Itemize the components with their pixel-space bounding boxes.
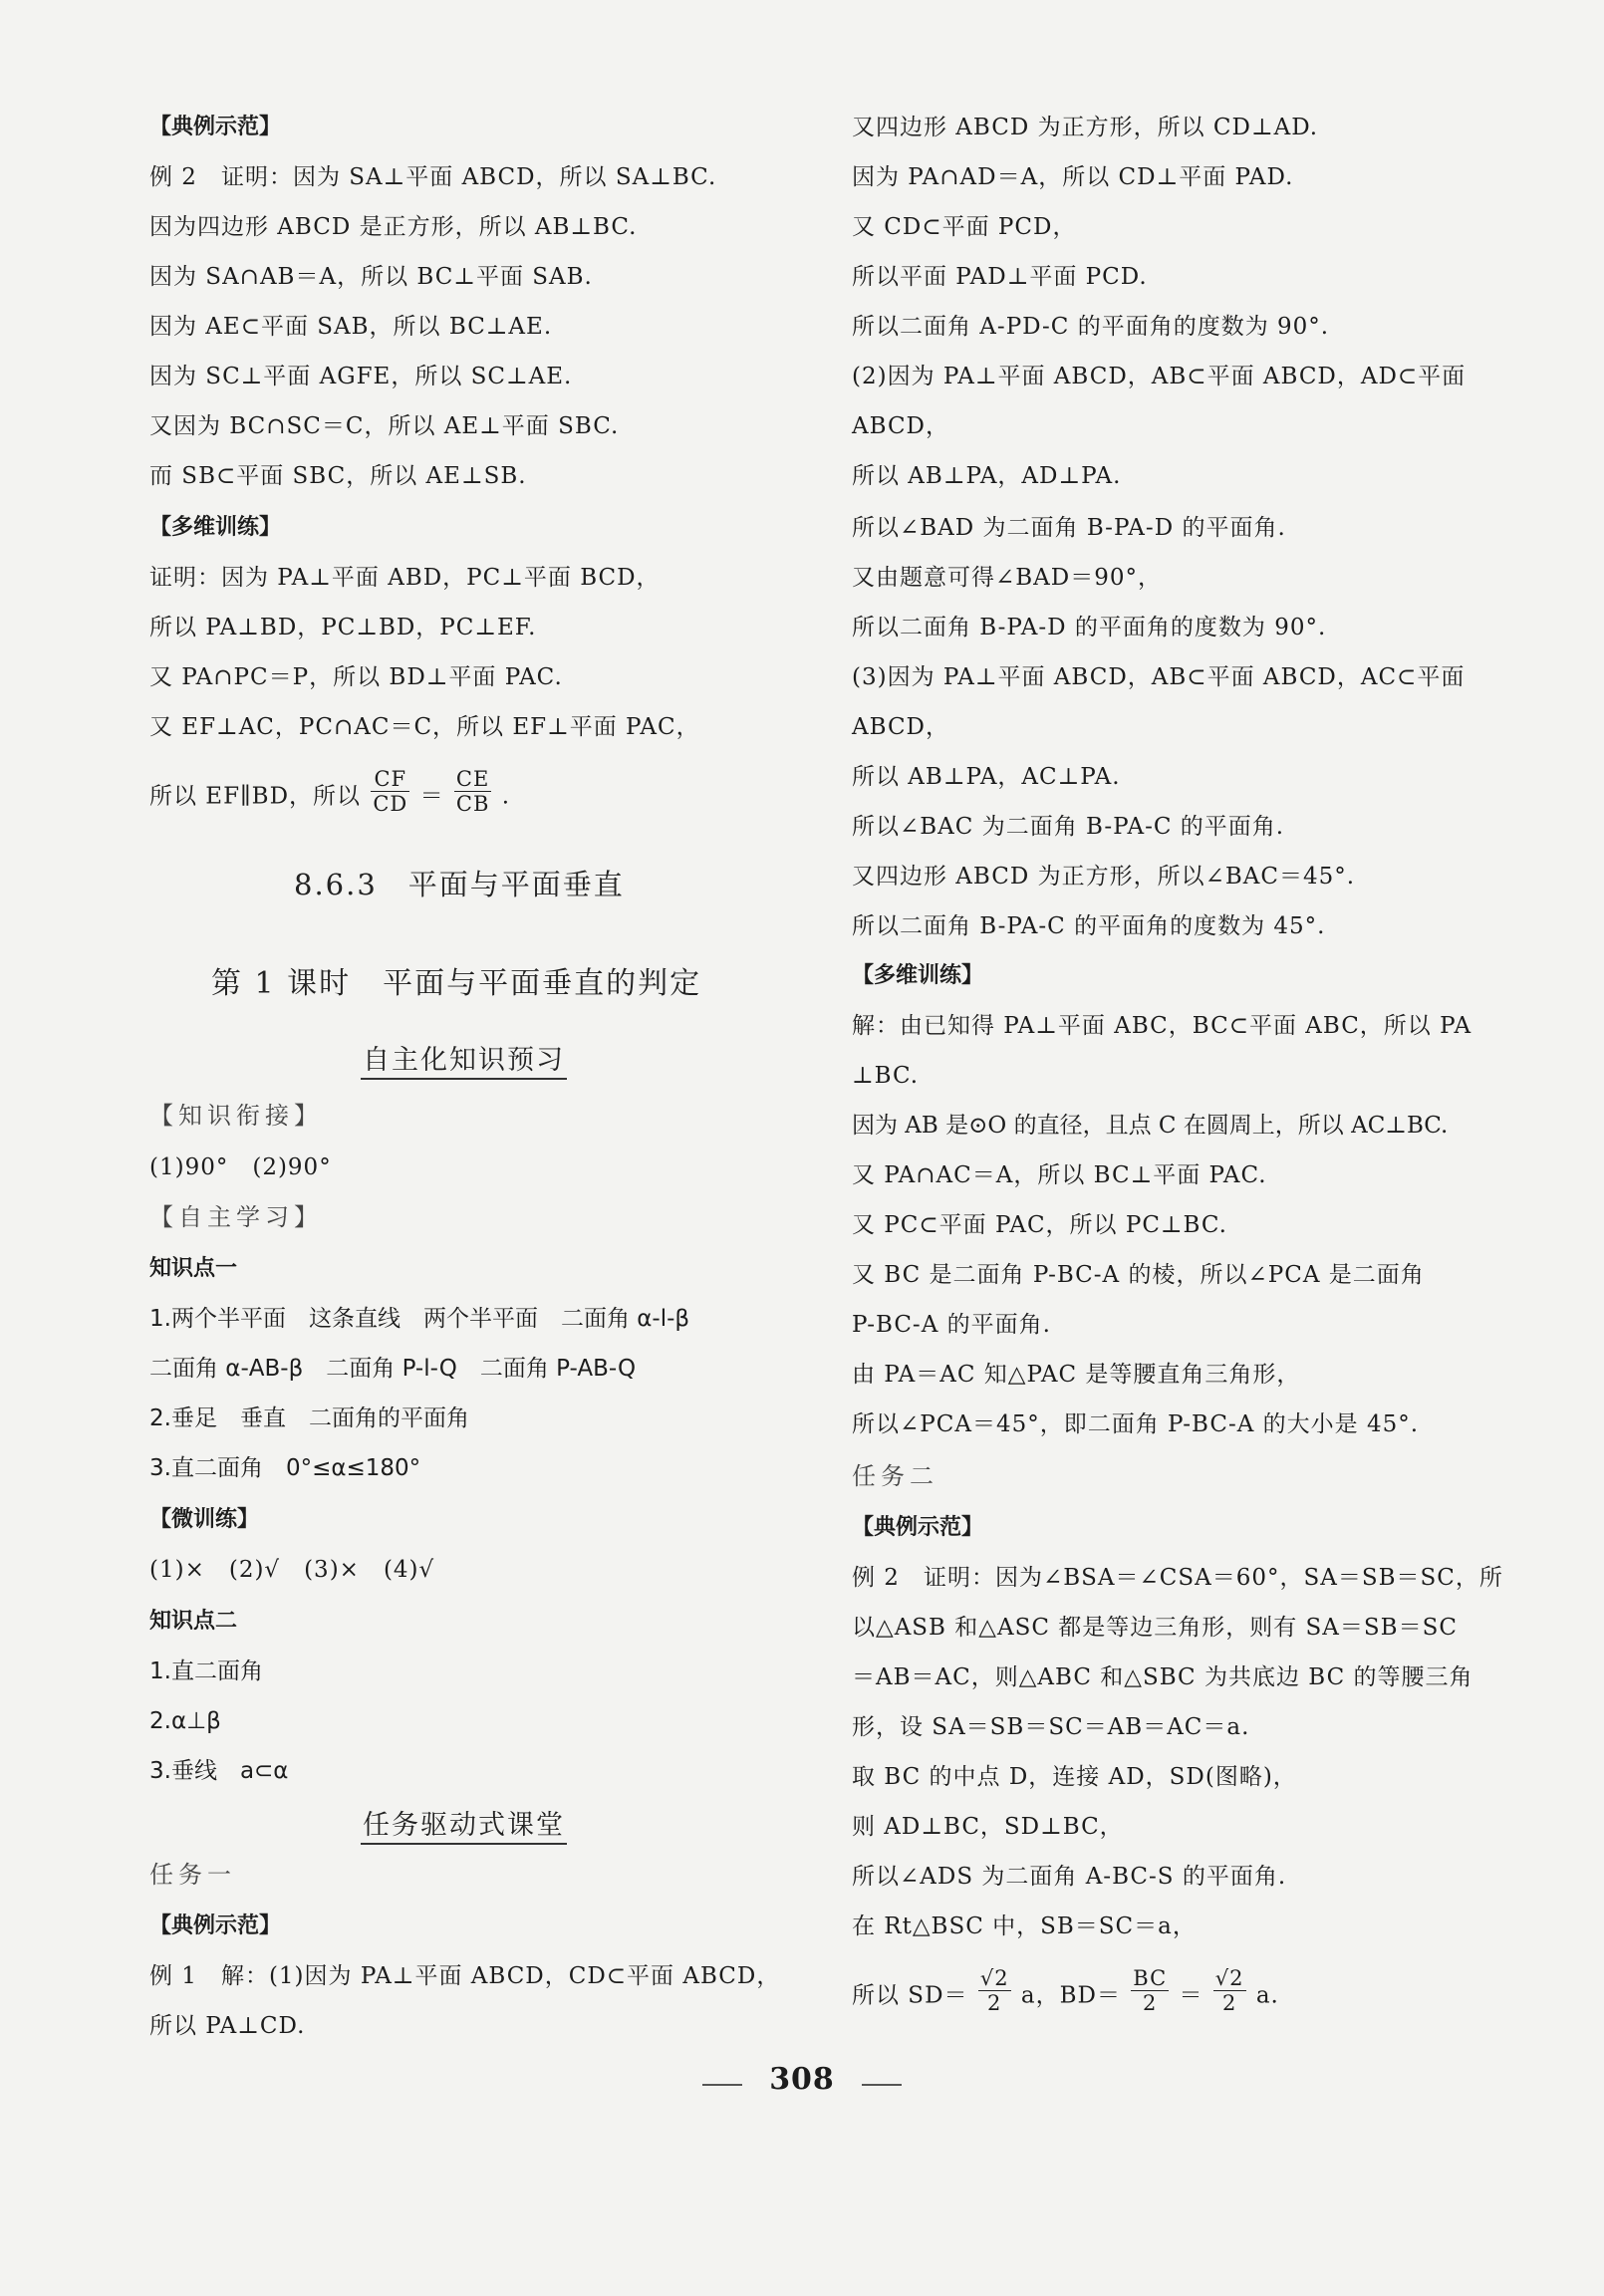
fraction-denominator: 2 bbox=[1221, 1991, 1237, 2015]
formula-line bbox=[149, 767, 510, 822]
text-line: 3.垂线 a⊂α bbox=[149, 1758, 289, 1784]
heading-training: 【多维训练】 bbox=[149, 515, 282, 540]
text-line: 所以二面角 A-PD-C 的平面角的度数为 90°. bbox=[852, 314, 1330, 340]
text-line: 又 PA∩AC＝A，所以 BC⊥平面 PAC. bbox=[852, 1162, 1267, 1188]
text-line: 由 PA＝AC 知△PAC 是等腰直角三角形， bbox=[852, 1362, 1301, 1388]
heading-example: 【典例示范】 bbox=[149, 115, 282, 139]
text-line: 3.直二面角 0°≤α≤180° bbox=[149, 1455, 421, 1481]
text-line: 又四边形 ABCD 为正方形，所以∠BAC＝45°. bbox=[852, 864, 1356, 890]
text-line: 所以平面 PAD⊥平面 PCD. bbox=[852, 264, 1148, 290]
knowledge-point-two: 知识点二 bbox=[149, 1609, 238, 1634]
fraction-numerator: √2 bbox=[1214, 1966, 1244, 1990]
text-line: 所以∠ADS 为二面角 A-BC-S 的平面角. bbox=[852, 1864, 1287, 1890]
text-line: 又由题意可得∠BAD＝90°， bbox=[852, 565, 1162, 591]
text-line: 所以二面角 B-PA-C 的平面角的度数为 45°. bbox=[852, 913, 1326, 939]
text-line: 例 1 解：(1)因为 PA⊥平面 ABCD，CD⊂平面 ABCD， bbox=[149, 1963, 781, 1989]
text-line: 又 CD⊂平面 PCD， bbox=[852, 214, 1077, 240]
section-title: 8.6.3 平面与平面垂直 bbox=[294, 868, 625, 901]
footer-rule-right bbox=[862, 2084, 902, 2086]
fraction-numerator: CF bbox=[371, 767, 409, 792]
text-line: 以△ASB 和△ASC 都是等边三角形，则有 SA＝SB＝SC bbox=[852, 1615, 1458, 1641]
heading-example: 【典例示范】 bbox=[852, 1515, 984, 1540]
text-line: 又因为 BC∩SC＝C，所以 AE⊥平面 SBC. bbox=[149, 413, 620, 439]
text-line: 所以 PA⊥CD. bbox=[149, 2013, 306, 2039]
text-line: 而 SB⊂平面 SBC，所以 AE⊥SB. bbox=[149, 463, 527, 489]
formula-suffix: a. bbox=[1255, 1982, 1279, 2009]
text-line: 所以∠BAD 为二面角 B-PA-D 的平面角. bbox=[852, 515, 1286, 541]
text-line: P-BC-A 的平面角. bbox=[852, 1312, 1051, 1338]
text-line: 所以 AB⊥PA，AC⊥PA. bbox=[852, 764, 1121, 790]
page-number: 308 bbox=[769, 2062, 835, 2097]
text-line: 因为 AB 是⊙O 的直径，且点 C 在圆周上，所以 AC⊥BC. bbox=[852, 1113, 1449, 1139]
fraction-denominator: CD bbox=[373, 792, 408, 816]
knowledge-point-one: 知识点一 bbox=[149, 1256, 238, 1281]
text-line: 1.直二面角 bbox=[149, 1658, 263, 1684]
text-line: 因为 AE⊂平面 SAB，所以 BC⊥AE. bbox=[149, 314, 553, 340]
text-line: 形，设 SA＝SB＝SC＝AB＝AC＝a. bbox=[852, 1714, 1250, 1740]
text-line: 则 AD⊥BC，SD⊥BC， bbox=[852, 1814, 1124, 1840]
heading-example: 【典例示范】 bbox=[149, 1913, 282, 1938]
fraction-numerator: BC bbox=[1133, 1966, 1168, 1990]
text-line: 2.α⊥β bbox=[149, 1708, 221, 1734]
formula-line bbox=[852, 1966, 1279, 2021]
text-line: (3)因为 PA⊥平面 ABCD，AB⊂平面 ABCD，AC⊂平面 bbox=[852, 664, 1466, 690]
text-line: 因为四边形 ABCD 是正方形，所以 AB⊥BC. bbox=[149, 214, 638, 240]
text-line: 因为 PA∩AD＝A，所以 CD⊥平面 PAD. bbox=[852, 164, 1294, 190]
text-line: 二面角 α-AB-β 二面角 P-l-Q 二面角 P-AB-Q bbox=[149, 1356, 637, 1382]
fraction bbox=[978, 1966, 1011, 2015]
formula-prefix: 所以 SD＝ bbox=[852, 1982, 968, 2009]
text-line: 所以二面角 B-PA-D 的平面角的度数为 90°. bbox=[852, 615, 1327, 640]
part-title-classroom bbox=[361, 1803, 567, 1842]
text-line: 因为 SC⊥平面 AGFE，所以 SC⊥AE. bbox=[149, 364, 573, 389]
fraction bbox=[454, 767, 492, 816]
text-line: 所以 AB⊥PA，AD⊥PA. bbox=[852, 463, 1122, 489]
text-line: 例 2 证明：因为∠BSA＝∠CSA＝60°，SA＝SB＝SC，所 bbox=[852, 1565, 1503, 1591]
text-line: ABCD， bbox=[852, 413, 949, 439]
text-line: ⊥BC. bbox=[852, 1063, 920, 1089]
fraction bbox=[1131, 1966, 1169, 2015]
fraction-numerator: CE bbox=[454, 767, 492, 792]
text-line: 2.垂足 垂直 二面角的平面角 bbox=[149, 1405, 469, 1431]
text-line: 解：由已知得 PA⊥平面 ABC，BC⊂平面 ABC，所以 PA bbox=[852, 1013, 1472, 1039]
part-title-text: 任务驱动式课堂 bbox=[361, 1810, 567, 1845]
task-two-label: 任务二 bbox=[852, 1462, 938, 1490]
text-line: 又 PA∩PC＝P，所以 BD⊥平面 PAC. bbox=[149, 664, 563, 690]
text-line: 又 PC⊂平面 PAC，所以 PC⊥BC. bbox=[852, 1212, 1227, 1238]
formula-prefix: 所以 EF∥BD，所以 bbox=[149, 783, 362, 810]
page-footer bbox=[0, 2062, 1604, 2097]
text-line: 例 2 证明：因为 SA⊥平面 ABCD，所以 SA⊥BC. bbox=[149, 164, 717, 190]
text-line: 所以∠PCA＝45°，即二面角 P-BC-A 的大小是 45°. bbox=[852, 1411, 1420, 1437]
heading-training: 【多维训练】 bbox=[852, 963, 984, 988]
fraction-numerator: √2 bbox=[979, 1966, 1009, 1990]
text-line: (1)90° (2)90° bbox=[149, 1154, 332, 1180]
formula-middle: a，BD＝ bbox=[1020, 1982, 1121, 2009]
fraction-denominator: 2 bbox=[1143, 1991, 1158, 2015]
text-line: 所以 PA⊥BD，PC⊥BD，PC⊥EF. bbox=[149, 615, 537, 640]
heading-micro-training: 【微训练】 bbox=[149, 1507, 260, 1532]
task-one-label: 任务一 bbox=[149, 1861, 236, 1889]
equals-sign: ＝ bbox=[1179, 1982, 1203, 2009]
text-line: 证明：因为 PA⊥平面 ABD，PC⊥平面 BCD， bbox=[149, 565, 661, 591]
fraction-denominator: 2 bbox=[987, 1991, 1002, 2015]
heading-connection: 【知识衔接】 bbox=[149, 1102, 323, 1130]
text-line: 取 BC 的中点 D，连接 AD，SD(图略)， bbox=[852, 1764, 1297, 1790]
text-line: 又 EF⊥AC，PC∩AC＝C，所以 EF⊥平面 PAC， bbox=[149, 714, 700, 740]
text-line: 在 Rt△BSC 中，SB＝SC＝a， bbox=[852, 1913, 1197, 1939]
text-line: ＝AB＝AC，则△ABC 和△SBC 为共底边 BC 的等腰三角 bbox=[852, 1664, 1473, 1690]
text-line: (1)× (2)√ (3)× (4)√ bbox=[149, 1557, 435, 1583]
text-line: ABCD， bbox=[852, 714, 949, 740]
fraction bbox=[371, 767, 409, 816]
part-title-text: 自主化知识预习 bbox=[361, 1045, 567, 1080]
part-title-preview bbox=[361, 1038, 567, 1077]
text-line: 所以∠BAC 为二面角 B-PA-C 的平面角. bbox=[852, 814, 1285, 840]
lesson-title: 第 1 课时 平面与平面垂直的判定 bbox=[211, 966, 702, 1001]
text-line: 又四边形 ABCD 为正方形，所以 CD⊥AD. bbox=[852, 115, 1319, 140]
text-line: 因为 SA∩AB＝A，所以 BC⊥平面 SAB. bbox=[149, 264, 593, 290]
equals-sign: ＝ bbox=[419, 783, 444, 810]
fraction-denominator: CB bbox=[455, 792, 490, 816]
heading-self-study: 【自主学习】 bbox=[149, 1203, 323, 1231]
text-line: 1.两个半平面 这条直线 两个半平面 二面角 α-l-β bbox=[149, 1306, 690, 1332]
formula-suffix: . bbox=[501, 783, 510, 810]
text-line: 又 BC 是二面角 P-BC-A 的棱，所以∠PCA 是二面角 bbox=[852, 1262, 1425, 1288]
footer-rule-left bbox=[702, 2084, 742, 2086]
text-line: (2)因为 PA⊥平面 ABCD，AB⊂平面 ABCD，AD⊂平面 bbox=[852, 364, 1467, 389]
fraction bbox=[1213, 1966, 1246, 2015]
